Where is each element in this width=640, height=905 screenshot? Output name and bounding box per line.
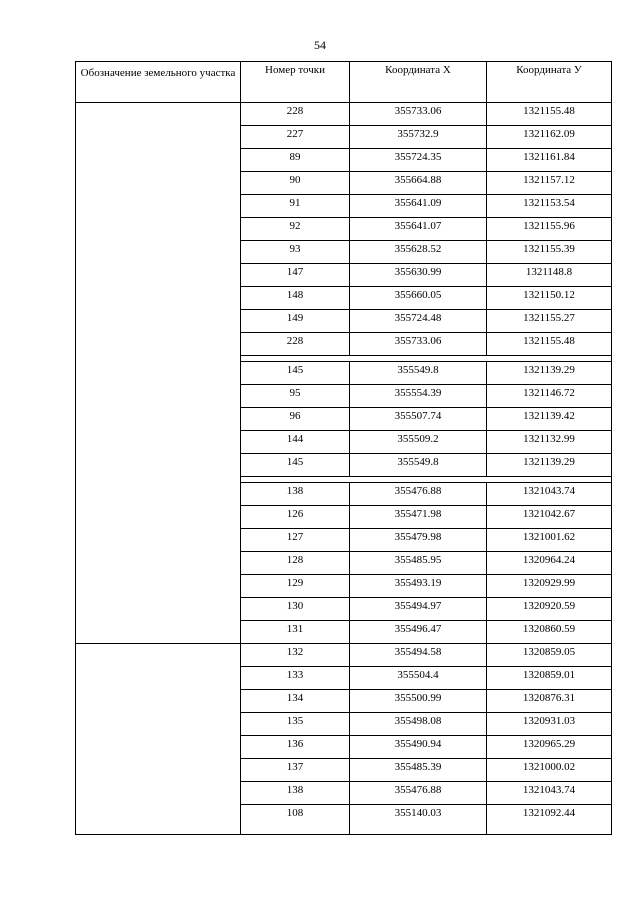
point-number-cell: 136 xyxy=(241,736,350,759)
coordinates-table xyxy=(75,61,612,835)
point-number-cell: 138 xyxy=(241,782,350,805)
coordinate-x-cell: 355496.47 xyxy=(350,621,487,644)
point-number-cell: 108 xyxy=(241,805,350,835)
point-number-cell: 93 xyxy=(241,241,350,264)
coordinate-y-cell: 1321146.72 xyxy=(487,385,612,408)
point-number-cell: 90 xyxy=(241,172,350,195)
coordinate-y-cell: 1321043.74 xyxy=(487,483,612,506)
point-number-cell: 228 xyxy=(241,103,350,126)
coordinate-x-cell: 355664.88 xyxy=(350,172,487,195)
coordinate-x-cell: 355733.06 xyxy=(350,333,487,356)
point-number-cell: 134 xyxy=(241,690,350,713)
point-number-cell: 92 xyxy=(241,218,350,241)
coordinate-x-cell: 355549.8 xyxy=(350,454,487,477)
coordinate-x-cell: 355641.09 xyxy=(350,195,487,218)
table-row xyxy=(76,103,612,126)
coordinate-x-cell: 355479.98 xyxy=(350,529,487,552)
coordinate-y-cell: 1321155.48 xyxy=(487,103,612,126)
coordinate-y-cell: 1321001.62 xyxy=(487,529,612,552)
coordinate-x-cell: 355476.88 xyxy=(350,483,487,506)
coordinate-y-cell: 1320931.03 xyxy=(487,713,612,736)
coordinate-y-cell: 1321139.29 xyxy=(487,454,612,477)
coordinate-x-cell: 355630.99 xyxy=(350,264,487,287)
coordinate-y-cell: 1321148.8 xyxy=(487,264,612,287)
coordinate-y-cell: 1321092.44 xyxy=(487,805,612,835)
coordinate-x-cell: 355494.97 xyxy=(350,598,487,621)
point-number-cell: 227 xyxy=(241,126,350,149)
point-number-cell: 127 xyxy=(241,529,350,552)
land-plot-cell xyxy=(76,644,241,835)
coordinate-y-cell: 1321161.84 xyxy=(487,149,612,172)
coordinate-x-cell: 355471.98 xyxy=(350,506,487,529)
coordinate-x-cell: 355724.48 xyxy=(350,310,487,333)
coordinate-x-cell: 355500.99 xyxy=(350,690,487,713)
point-number-cell: 145 xyxy=(241,454,350,477)
coordinate-y-cell: 1320859.05 xyxy=(487,644,612,667)
coordinate-y-cell: 1320860.59 xyxy=(487,621,612,644)
coordinate-x-cell: 355660.05 xyxy=(350,287,487,310)
point-number-cell: 129 xyxy=(241,575,350,598)
point-number-cell: 131 xyxy=(241,621,350,644)
coordinate-y-cell: 1321043.74 xyxy=(487,782,612,805)
point-number-cell: 128 xyxy=(241,552,350,575)
point-number-cell: 96 xyxy=(241,408,350,431)
page-number: 54 xyxy=(314,38,326,52)
coordinate-x-cell: 355493.19 xyxy=(350,575,487,598)
coordinate-x-cell: 355476.88 xyxy=(350,782,487,805)
coordinate-x-cell: 355504.4 xyxy=(350,667,487,690)
coordinate-y-cell: 1321042.67 xyxy=(487,506,612,529)
point-number-cell: 89 xyxy=(241,149,350,172)
point-number-cell: 145 xyxy=(241,362,350,385)
coordinate-x-cell: 355507.74 xyxy=(350,408,487,431)
coordinate-y-cell: 1320859.01 xyxy=(487,667,612,690)
header-land-plot: Обозначение земельного участка xyxy=(76,62,241,103)
coordinate-y-cell: 1321155.48 xyxy=(487,333,612,356)
coordinate-x-cell: 355485.39 xyxy=(350,759,487,782)
coordinate-x-cell: 355732.9 xyxy=(350,126,487,149)
point-number-cell: 144 xyxy=(241,431,350,454)
coordinate-x-cell: 355733.06 xyxy=(350,103,487,126)
land-plot-cell xyxy=(76,103,241,644)
coordinate-x-cell: 355509.2 xyxy=(350,431,487,454)
coordinate-y-cell: 1321155.39 xyxy=(487,241,612,264)
point-number-cell: 148 xyxy=(241,287,350,310)
point-number-cell: 132 xyxy=(241,644,350,667)
coordinate-y-cell: 1321153.54 xyxy=(487,195,612,218)
header-coordinate-x: Координата X xyxy=(350,62,487,103)
coordinate-x-cell: 355490.94 xyxy=(350,736,487,759)
point-number-cell: 138 xyxy=(241,483,350,506)
coordinate-x-cell: 355641.07 xyxy=(350,218,487,241)
coordinate-y-cell: 1321155.96 xyxy=(487,218,612,241)
coordinate-x-cell: 355140.03 xyxy=(350,805,487,835)
coordinate-y-cell: 1320876.31 xyxy=(487,690,612,713)
coordinate-y-cell: 1321157.12 xyxy=(487,172,612,195)
coordinate-x-cell: 355549.8 xyxy=(350,362,487,385)
point-number-cell: 228 xyxy=(241,333,350,356)
table-header-row xyxy=(76,62,612,103)
coordinate-y-cell: 1321139.29 xyxy=(487,362,612,385)
point-number-cell: 130 xyxy=(241,598,350,621)
coordinate-x-cell: 355554.39 xyxy=(350,385,487,408)
point-number-cell: 137 xyxy=(241,759,350,782)
coordinate-y-cell: 1321000.02 xyxy=(487,759,612,782)
coordinate-x-cell: 355628.52 xyxy=(350,241,487,264)
coordinate-y-cell: 1320929.99 xyxy=(487,575,612,598)
header-point-number: Номер точки xyxy=(241,62,350,103)
point-number-cell: 135 xyxy=(241,713,350,736)
coordinate-x-cell: 355498.08 xyxy=(350,713,487,736)
coordinate-y-cell: 1320964.24 xyxy=(487,552,612,575)
coordinate-y-cell: 1321139.42 xyxy=(487,408,612,431)
coordinate-x-cell: 355724.35 xyxy=(350,149,487,172)
coordinate-y-cell: 1321132.99 xyxy=(487,431,612,454)
point-number-cell: 147 xyxy=(241,264,350,287)
coordinate-x-cell: 355494.58 xyxy=(350,644,487,667)
point-number-cell: 133 xyxy=(241,667,350,690)
point-number-cell: 91 xyxy=(241,195,350,218)
table-row xyxy=(76,644,612,667)
coordinate-y-cell: 1321150.12 xyxy=(487,287,612,310)
coordinate-y-cell: 1320920.59 xyxy=(487,598,612,621)
point-number-cell: 126 xyxy=(241,506,350,529)
coordinate-y-cell: 1321162.09 xyxy=(487,126,612,149)
coordinate-x-cell: 355485.95 xyxy=(350,552,487,575)
coordinate-y-cell: 1321155.27 xyxy=(487,310,612,333)
header-coordinate-y: Координата У xyxy=(487,62,612,103)
coordinate-y-cell: 1320965.29 xyxy=(487,736,612,759)
point-number-cell: 149 xyxy=(241,310,350,333)
point-number-cell: 95 xyxy=(241,385,350,408)
